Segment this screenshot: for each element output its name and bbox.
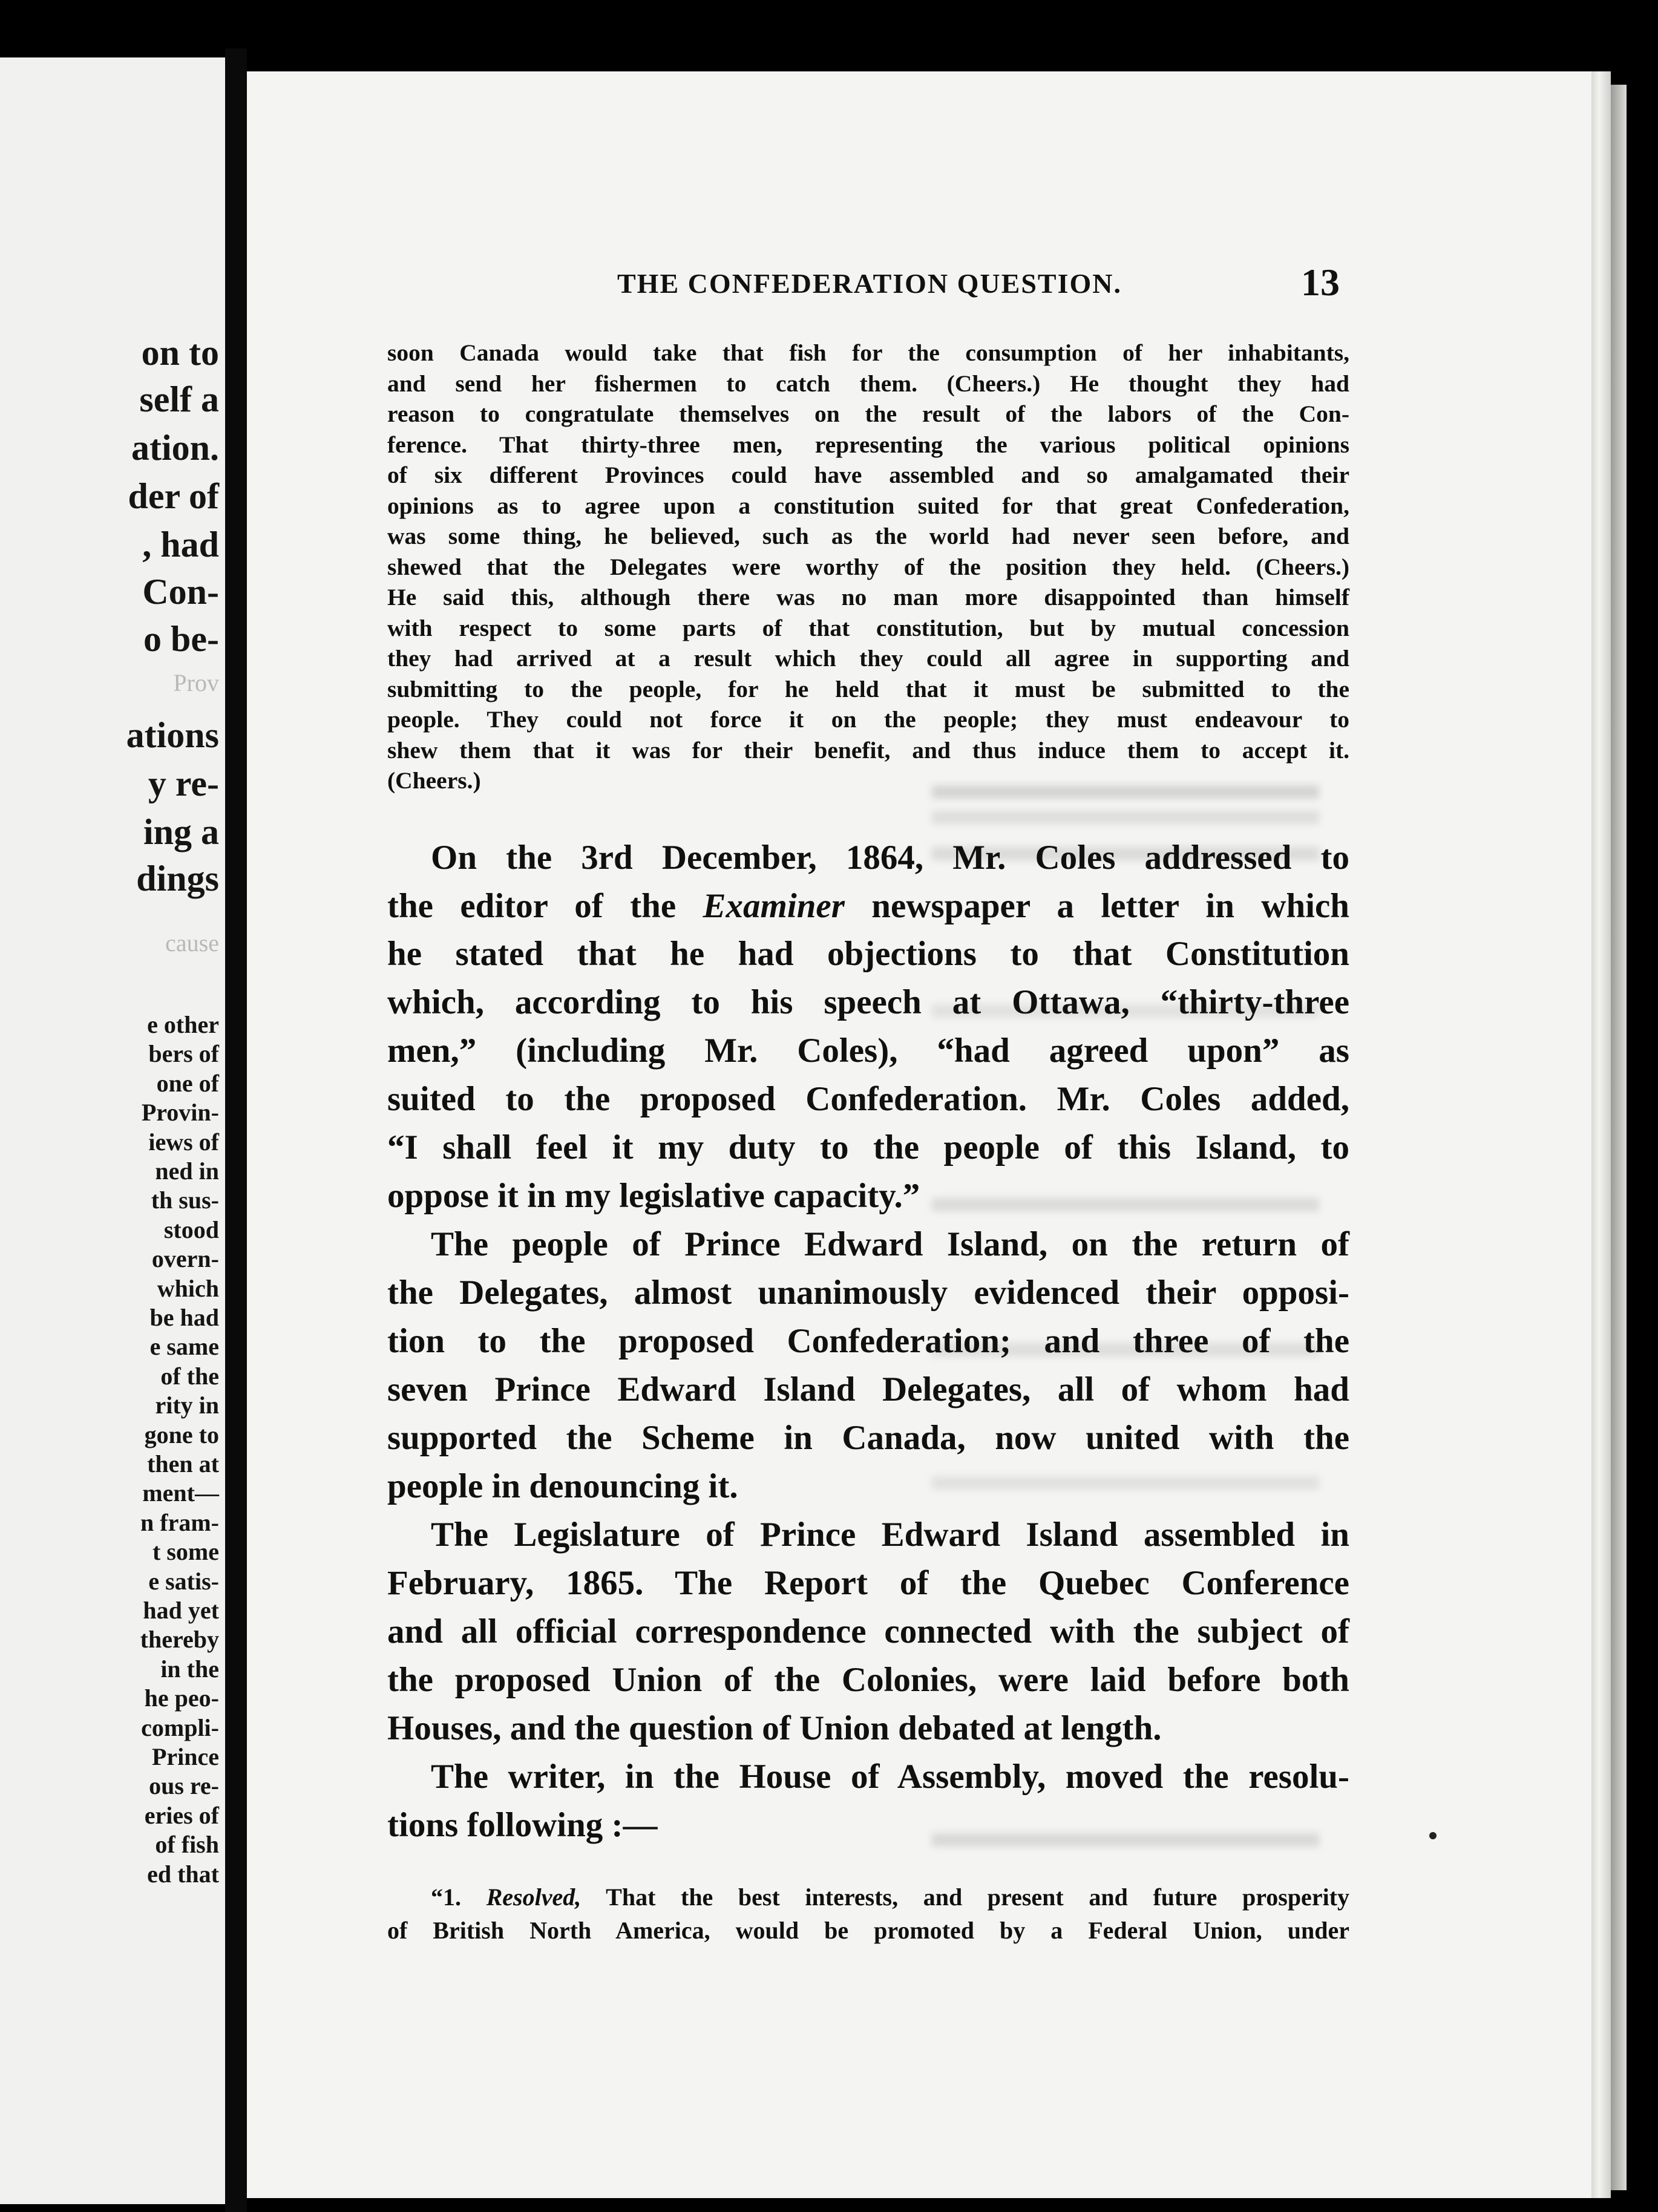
left-line: ed that — [147, 1860, 219, 1888]
quote-line: shew them that it was for their benefit, and thus induce them to accept it. — [387, 736, 1349, 764]
left-line: ned in — [155, 1157, 219, 1185]
left-faint-line: cause — [165, 929, 219, 957]
left-line: t some — [152, 1538, 219, 1566]
text-line: February, 1865. The Report of the Quebec Conference — [387, 1564, 1349, 1602]
left-line: which — [157, 1274, 219, 1302]
text-line: oppose it in my legislative capacity.” — [387, 1177, 920, 1215]
text-line: “I shall feel it my duty to the people of this Island, to — [387, 1128, 1349, 1167]
left-line: ous re- — [149, 1772, 219, 1800]
left-line: e satis- — [148, 1567, 219, 1595]
left-faint-line: Prov — [173, 669, 219, 696]
left-line: he peo- — [144, 1684, 219, 1712]
previous-page-fragment — [0, 57, 225, 2204]
quote-line: He said this, although there was no man more disappointed than himself — [387, 584, 1349, 610]
left-line: eries of — [144, 1801, 219, 1829]
quote-line: shewed that the Delegates were worthy of the position they held. (Cheers.) — [387, 553, 1349, 580]
left-line: n fram- — [140, 1508, 219, 1536]
left-line: in the — [160, 1655, 219, 1683]
left-line: e same — [149, 1333, 219, 1361]
left-line: be had — [149, 1304, 219, 1331]
left-line: bers of — [148, 1040, 219, 1068]
text-fragment: That the best interests, and present and future prosperity — [581, 1883, 1350, 1911]
ink-speck — [1429, 1832, 1437, 1839]
quote-line: was some thing, he believed, such as the world had never seen before, and — [387, 523, 1349, 549]
left-line: of fish — [155, 1831, 219, 1859]
text-fragment: newspaper a letter in which — [844, 887, 1349, 925]
text-line: of British North America, would be promoted by a Federal Union, under — [387, 1917, 1349, 1944]
text-line: the proposed Union of the Colonies, were laid before both — [387, 1661, 1349, 1699]
text-line: men,” (including Mr. Coles), “had agreed upon” as — [387, 1032, 1349, 1070]
left-line: on to — [141, 333, 219, 373]
left-line: then at — [147, 1450, 219, 1477]
text-fragment: “1. — [431, 1883, 487, 1911]
page-edge-shadow — [1611, 85, 1627, 2190]
text-line — [387, 882, 1349, 931]
left-line: , had — [142, 525, 219, 564]
running-head: THE CONFEDERATION QUESTION. — [617, 268, 1122, 299]
left-line: one of — [156, 1069, 219, 1097]
resolved-word: Resolved, — [486, 1883, 582, 1911]
left-line: compli- — [141, 1713, 219, 1741]
text-line: he stated that he had objections to that Constitution — [387, 935, 1349, 973]
left-line: thereby — [140, 1626, 219, 1654]
left-line: overn- — [151, 1245, 219, 1273]
left-line: ations — [126, 715, 219, 755]
left-line: had yet — [143, 1597, 219, 1624]
page-edge — [1591, 71, 1611, 2198]
quote-line: they had arrived at a result which they could all agree in supporting and — [387, 645, 1349, 672]
left-line: ation. — [131, 428, 219, 468]
left-line: of the — [160, 1362, 219, 1390]
left-line: e other — [147, 1011, 219, 1038]
text-fragment: the editor of the — [387, 887, 703, 925]
left-line: Provin- — [141, 1099, 219, 1127]
newspaper-title: Examiner — [703, 887, 845, 925]
text-line: Houses, and the question of Union debated at length. — [387, 1709, 1162, 1747]
text-line: tion to the proposed Confederation; and three of the — [387, 1322, 1349, 1360]
quote-line: opinions as to agree upon a constitution suited for that great Confederation, — [387, 492, 1349, 519]
text-line: which, according to his speech at Ottawa, “thirty-three — [387, 983, 1349, 1021]
quote-line: reason to congratulate themselves on the result of the labors of the Con- — [387, 401, 1349, 427]
quote-line: soon Canada would take that fish for the consumption of her inhabitants, — [387, 339, 1349, 366]
left-line: rity in — [155, 1392, 219, 1419]
quote-line: ference. That thirty-three men, representing the various political opinions — [387, 431, 1349, 458]
gutter-shadow — [225, 48, 247, 2212]
quote-line: and send her fishermen to catch them. (Cheers.) He thought they had — [387, 370, 1349, 397]
quote-line: submitting to the people, for he held that it must be submitted to the — [387, 675, 1349, 702]
quote-line: of six different Provinces could have assembled and so amalgamated their — [387, 462, 1349, 488]
left-line: y re- — [148, 764, 219, 803]
show-through-trace — [932, 811, 1319, 824]
left-line: dings — [136, 859, 219, 898]
quote-line: (Cheers.) — [387, 767, 481, 794]
text-line: and all official correspondence connected with the subject of — [387, 1612, 1349, 1651]
quote-line: with respect to some parts of that constitution, but by mutual concession — [387, 614, 1349, 641]
left-line: Con- — [142, 572, 219, 612]
text-line: the Delegates, almost unanimously evidenced their opposi- — [387, 1274, 1349, 1312]
text-line: people in denouncing it. — [387, 1467, 738, 1505]
left-line: der of — [128, 476, 219, 516]
page-number: 13 — [1301, 261, 1340, 304]
left-line: gone to — [144, 1421, 219, 1448]
text-line: seven Prince Edward Island Delegates, all of whom had — [387, 1370, 1349, 1409]
text-line: The people of Prince Edward Island, on the return of — [431, 1225, 1349, 1263]
quote-line: people. They could not force it on the people; they must endeavour to — [387, 706, 1349, 733]
left-line: ment— — [142, 1479, 219, 1507]
text-line: On the 3rd December, 1864, Mr. Coles addressed to — [431, 839, 1349, 877]
text-line: The Legislature of Prince Edward Island assembled in — [431, 1516, 1349, 1554]
left-line: self a — [139, 379, 219, 419]
text-line: supported the Scheme in Canada, now united with the — [387, 1419, 1349, 1457]
text-line: The writer, in the House of Assembly, moved the resolu- — [431, 1758, 1349, 1796]
left-line: Prince — [151, 1743, 219, 1770]
left-line: iews of — [148, 1128, 219, 1156]
text-line: tions following :— — [387, 1806, 658, 1844]
left-line: th sus- — [151, 1186, 219, 1214]
left-line: o be- — [143, 619, 219, 659]
left-line: ing a — [143, 812, 219, 852]
text-line: suited to the proposed Confederation. Mr. Coles added, — [387, 1080, 1349, 1118]
text-line — [387, 1880, 1349, 1914]
left-line: stood — [163, 1216, 219, 1243]
